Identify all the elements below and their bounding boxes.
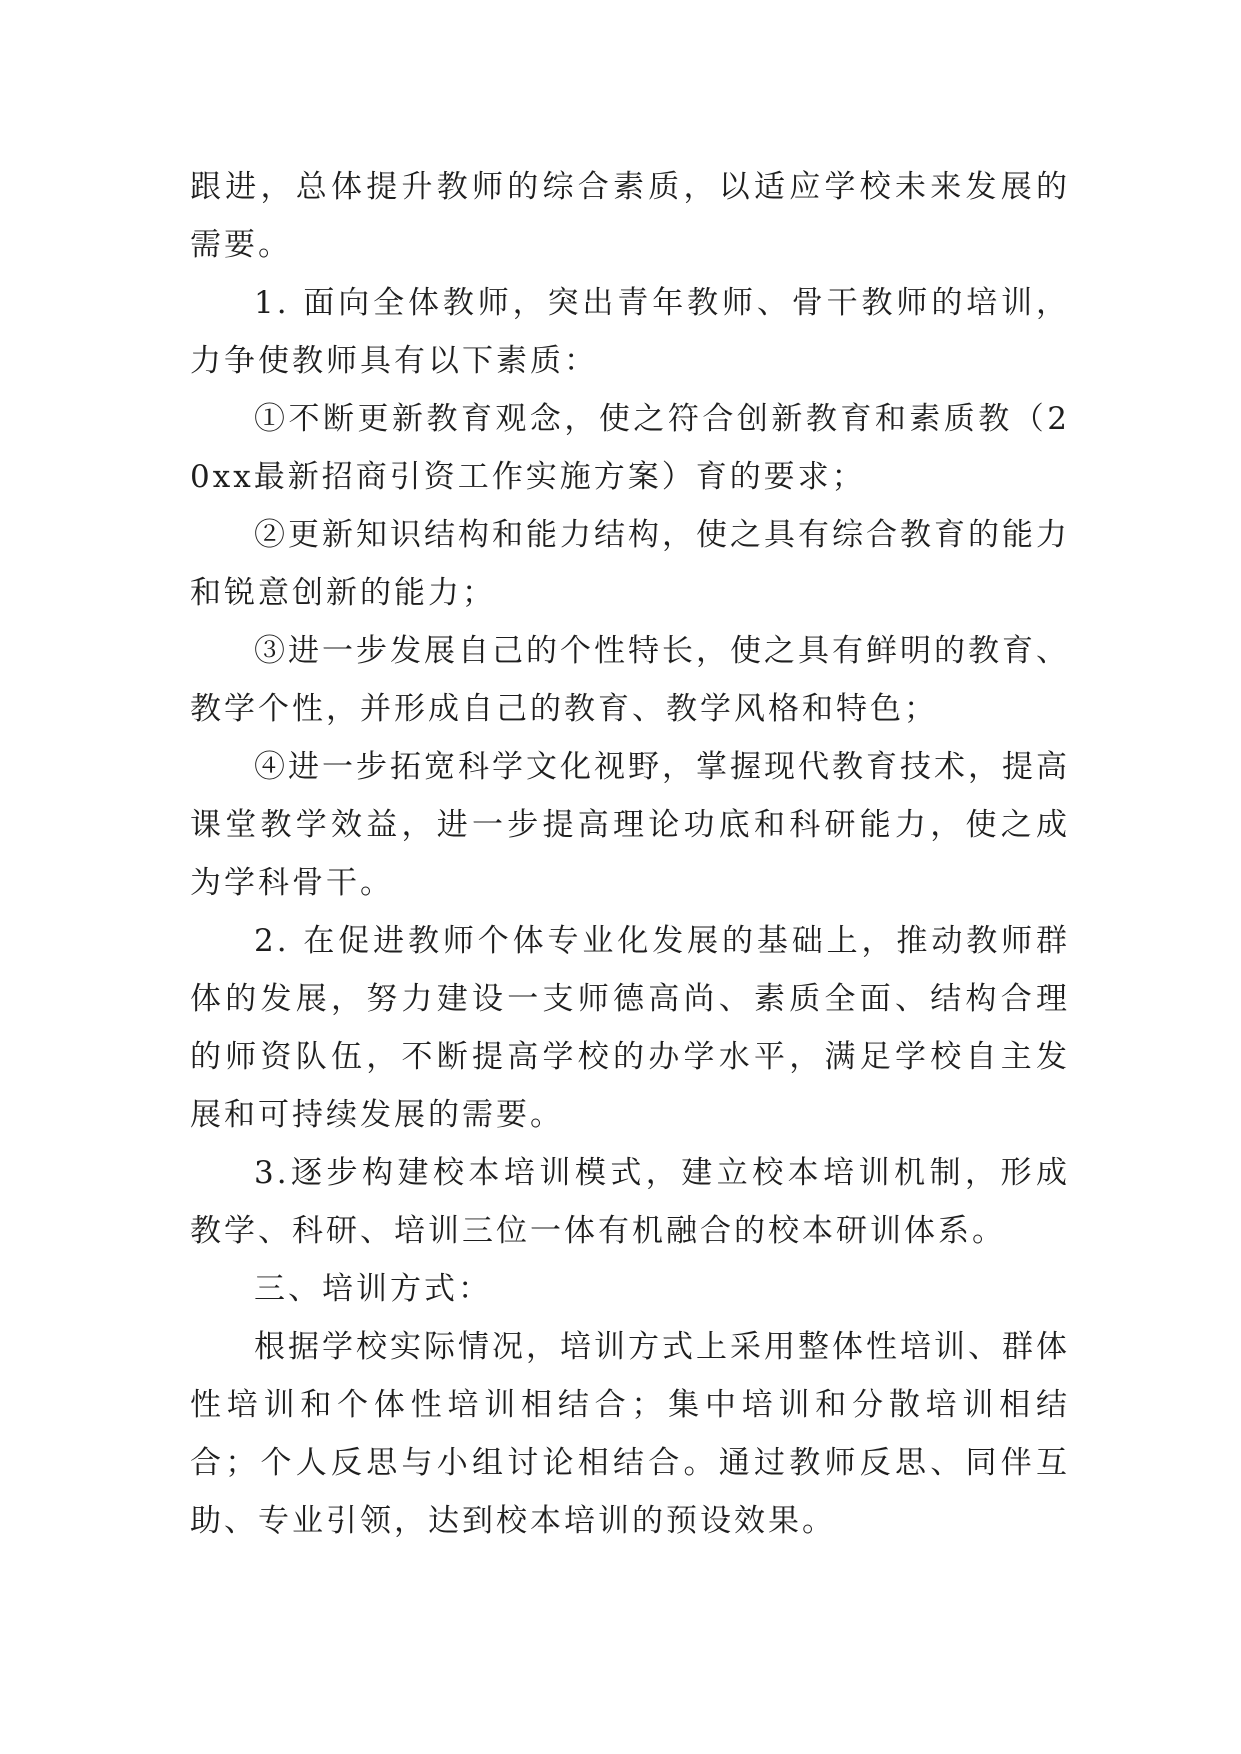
paragraph-goal-2: 2. 在促进教师个体专业化发展的基础上，推动教师群体的发展，努力建设一支师德高尚、素质全面、结构合理的师资队伍，不断提高学校的办学水平，满足学校自主发展和可持续发展的需要。	[190, 923, 1070, 1133]
section-heading-training-method: 三、培训方式：	[254, 1271, 492, 1307]
paragraph-goal-1: 1. 面向全体教师，突出青年教师、骨干教师的培训，力争使教师具有以下素质：	[190, 285, 1070, 379]
paragraph-continuation: 跟进，总体提升教师的综合素质，以适应学校未来发展的需要。	[190, 169, 1070, 263]
paragraph-quality-2: ②更新知识结构和能力结构，使之具有综合教育的能力和锐意创新的能力；	[190, 517, 1070, 611]
paragraph-quality-3: ③进一步发展自己的个性特长，使之具有鲜明的教育、教学个性，并形成自己的教育、教学风格和特色；	[190, 633, 1070, 727]
document-body	[190, 158, 1070, 1550]
paragraph-goal-3: 3.逐步构建校本培训模式，建立校本培训机制，形成教学、科研、培训三位一体有机融合的校本研训体系。	[190, 1155, 1070, 1249]
paragraph-training-method: 根据学校实际情况，培训方式上采用整体性培训、群体性培训和个体性培训相结合；集中培训和分散培训相结合；个人反思与小组讨论相结合。通过教师反思、同伴互助、专业引领，达到校本培训的预设效果。	[190, 1329, 1070, 1539]
paragraph-quality-4: ④进一步拓宽科学文化视野，掌握现代教育技术，提高课堂教学效益，进一步提高理论功底和科研能力，使之成为学科骨干。	[190, 749, 1070, 901]
paragraph-quality-1: ①不断更新教育观念，使之符合创新教育和素质教（20xx最新招商引资工作实施方案）育的要求；	[190, 401, 1070, 495]
